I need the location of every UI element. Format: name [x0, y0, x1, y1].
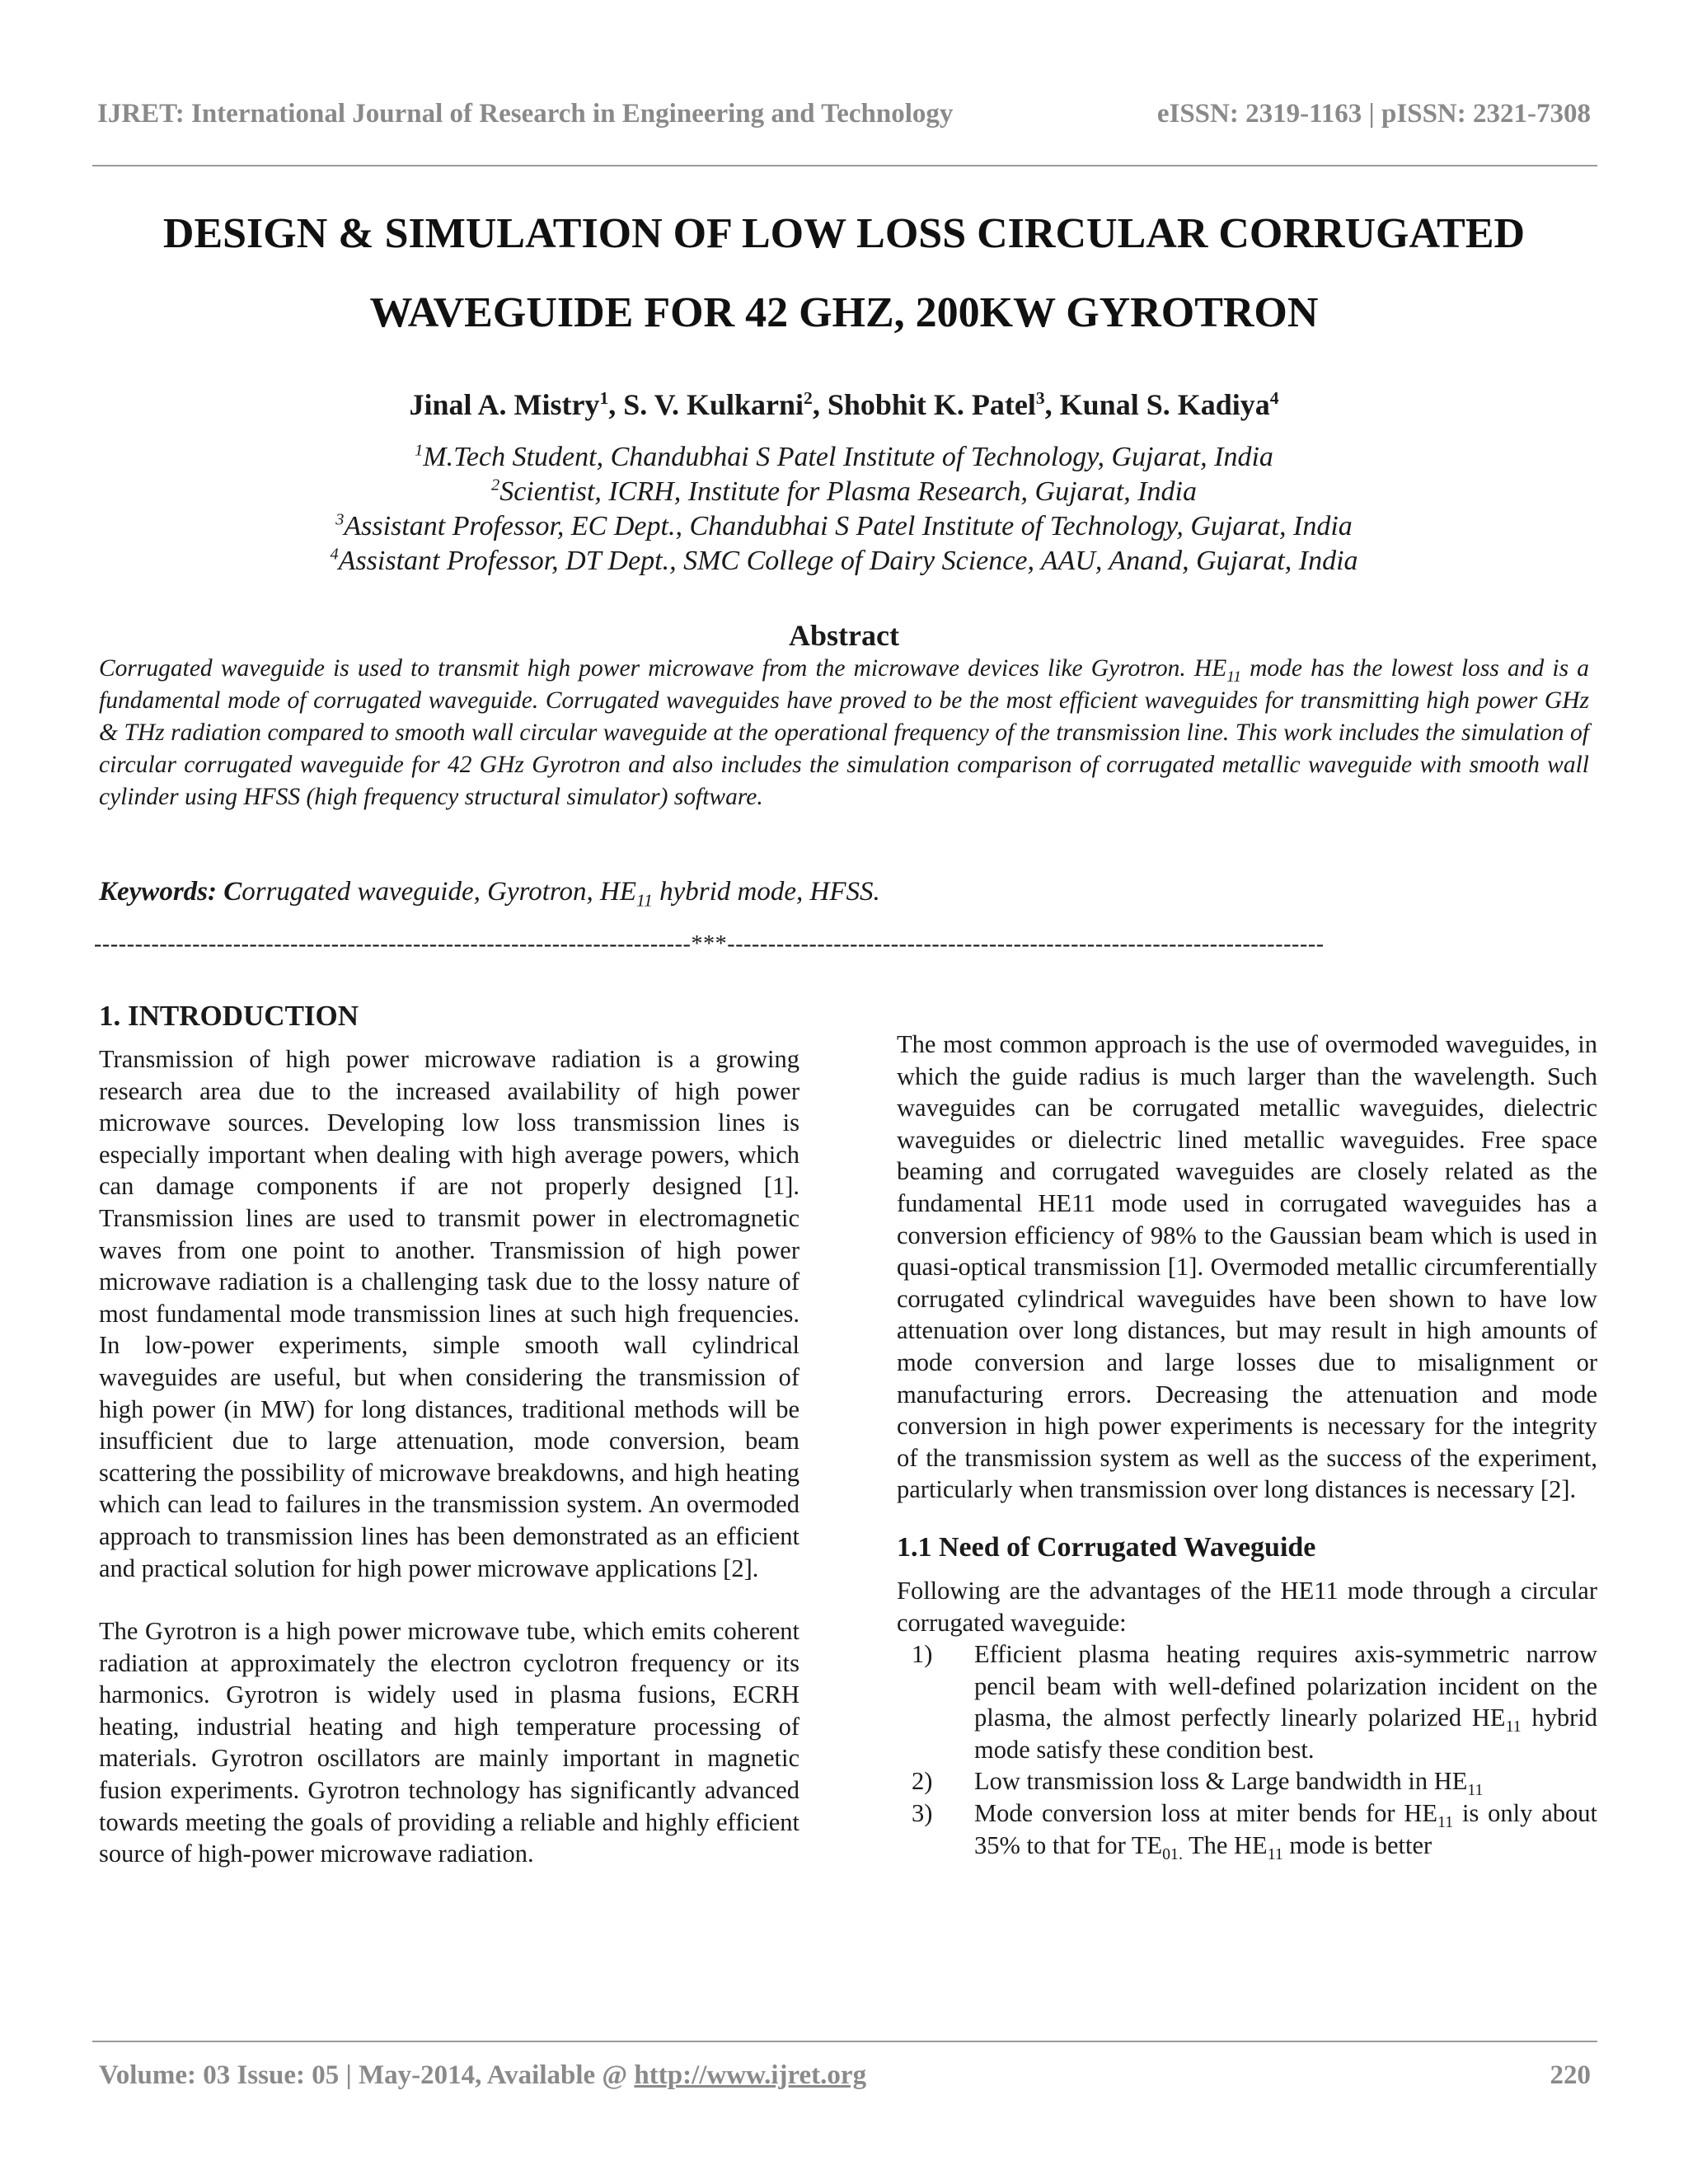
affiliation [99, 440, 1589, 475]
author-name: Jinal A. Mistry [409, 388, 600, 421]
running-footer [99, 2060, 1591, 2102]
abstract-body [99, 653, 1589, 813]
list-text: Efficient plasma heating requires axis-symmetric narrow pencil beam with well-defined polarization incident on the plasma, the almost perfectly linearly polarized HE [974, 1640, 1597, 1732]
section-heading-introduction: 1. INTRODUCTION [99, 1000, 359, 1032]
affiliation [99, 544, 1589, 579]
author-separator: , [812, 388, 828, 421]
affiliation-list [99, 440, 1589, 579]
affiliation-text: Scientist, ICRH, Institute for Plasma Research, Gujarat, India [499, 476, 1198, 507]
author-separator: , [1044, 388, 1060, 421]
footer-rule [92, 2041, 1597, 2042]
author-list [99, 384, 1589, 425]
abstract-text: mode has the lowest loss and is a fundamental mode of corrugated waveguide. Corrugated waveguides have proved to be the most efficient waveguides for transmitting high power GHz & THz radiation compared to smooth wall circular waveguide at the operational frequency of the transmission line. This work includes the simulation of circular corrugated waveguide for 42 GHz Gyrotron and also includes the simulation comparison of corrugated metallic waveguide with smooth wall cylinder using HFSS (high frequency structural simulator) software. [99, 655, 1589, 810]
affiliation-mark: 4 [330, 545, 339, 564]
left-column [99, 996, 799, 1870]
list-number: 3) [912, 1799, 933, 1828]
paragraph: Following are the advantages of the HE11 mode through a circular corrugated waveguide: [897, 1576, 1597, 1637]
journal-url-link[interactable]: http://www.ijret.org [634, 2060, 867, 2090]
author-mark: 3 [1035, 388, 1045, 408]
list-text: hybrid mode satisfy these condition best. [974, 1704, 1597, 1764]
subscript: 11 [1226, 668, 1241, 686]
affiliation [99, 509, 1589, 544]
advantages-list [897, 1638, 1597, 1861]
author-mark: 4 [1269, 388, 1279, 408]
volume-text: Volume: 03 Issue: 05 | May-2014, Available @ [99, 2060, 635, 2090]
paragraph: The most common approach is the use of overmoded waveguides, in which the guide radius is much larger than the wavelength. Such waveguides can be corrugated metallic waveguides, dielectric waveguides or dielectric lined metallic waveguides. Free space beaming and corrugated waveguides are closely related as the fundamental HE11 mode used in corrugated waveguides has a conversion efficiency of 98% to the Gaussian beam which is used in quasi-optical transmission [1]. Overmoded metallic circumferentially corrugated cylindrical waveguides have been shown to have low attenuation over long distances, but may result in high amounts of mode conversion and large losses due to misalignment or manufacturing errors. Decreasing the attenuation and mode conversion in high power experiments is necessary for the integrity of the transmission system as well as the success of the experiment, particularly when transmission over long distances is necessary [2]. [897, 1030, 1597, 1504]
subscript: 11 [1505, 1718, 1522, 1736]
list-text: mode is better [1282, 1830, 1432, 1859]
paragraph-gap [99, 1584, 799, 1615]
subscript: 01. [1162, 1844, 1183, 1863]
title-line-2: WAVEGUIDE FOR 42 GHZ, 200KW GYROTRON [369, 289, 1319, 336]
list-text: The HE [1182, 1830, 1268, 1859]
author-name: Kunal S. Kadiya [1059, 388, 1270, 421]
affiliation-mark: 3 [335, 510, 345, 529]
header-rule [92, 165, 1597, 166]
subscript: 11 [1267, 1844, 1283, 1863]
affiliation-text: Assistant Professor, DT Dept., SMC College of Dairy Science, AAU, Anand, Gujarat, India [338, 546, 1358, 576]
affiliation [99, 475, 1589, 509]
paragraph: Transmission of high power microwave radiation is a growing research area due to the increased availability of high power microwave sources. Developing low loss transmission lines is especially important when dealing with high average powers, which can damage components if are not properly designed [1]. Transmission lines are used to transmit power in electromagnetic waves from one point to another. Transmission of high power microwave radiation is a challenging task due to the lossy nature of most fundamental mode transmission lines at such high frequencies. In low-power experiments, simple smooth wall cylindrical waveguides are useful, but when considering the transmission of high power (in MW) for long distances, traditional methods will be insufficient due to large attenuation, mode conversion, beam scattering the possibility of microwave breakdowns, and high heating which can lead to failures in the transmission system. An overmoded approach to transmission lines has been demonstrated as an efficient and practical solution for high power microwave applications [2]. [99, 1045, 799, 1582]
subscript: 11 [1437, 1813, 1454, 1832]
author-mark: 1 [599, 388, 609, 408]
author-name: Shobhit K. Patel [827, 388, 1036, 421]
affiliation-mark: 2 [490, 476, 500, 494]
list-item [897, 1797, 1597, 1861]
list-text: Mode conversion loss at miter bends for HE [974, 1799, 1438, 1828]
author-separator: , [608, 388, 624, 421]
subscript: 11 [1467, 1781, 1484, 1800]
affiliation-text: M.Tech Student, Chandubhai S Patel Institute of Technology, Gujarat, India [423, 442, 1273, 472]
list-text: Low transmission loss & Large bandwidth in HE [974, 1767, 1468, 1796]
list-number: 1) [912, 1640, 933, 1669]
subscript: 11 [636, 890, 653, 911]
volume-info [99, 2060, 866, 2091]
author-mark: 2 [804, 388, 813, 408]
section-heading-need: 1.1 Need of Corrugated Waveguide [897, 1531, 1316, 1563]
abstract-heading: Abstract [789, 619, 899, 652]
affiliation-mark: 1 [415, 441, 424, 460]
list-number: 2) [912, 1767, 933, 1796]
keywords-text: hybrid mode, HFSS. [652, 877, 880, 907]
list-item [897, 1765, 1597, 1800]
issn-info: eISSN: 2319-1163 | pISSN: 2321-7308 [1156, 99, 1591, 129]
abstract-text: Corrugated waveguide is used to transmit high power microwave from the microwave devices like Gyrotron. HE [99, 655, 1227, 682]
page-number: 220 [1550, 2060, 1591, 2090]
keywords-label: Keywords: C [99, 877, 242, 907]
list-text: is only about 35% to that for TE [974, 1799, 1597, 1859]
affiliation-text: Assistant Professor, EC Dept., Chandubhai S Patel Institute of Technology, Gujarat, India [344, 511, 1353, 541]
paragraph: The Gyrotron is a high power microwave tube, which emits coherent radiation at approximately the electron cyclotron frequency or its harmonics. Gyrotron is widely used in plasma fusions, ECRH heating, industrial heating and high temperature processing of materials. Gyrotron oscillators are mainly important in magnetic fusion experiments. Gyrotron technology has significantly advanced towards meeting the goals of providing a reliable and highly efficient source of high-power microwave radiation. [99, 1617, 799, 1868]
journal-name: IJRET: International Journal of Research in Engineering and Technology [97, 99, 954, 129]
keywords [99, 874, 1589, 910]
running-header [97, 99, 1591, 140]
list-item [897, 1638, 1597, 1765]
author-name: S. V. Kulkarni [623, 388, 804, 421]
right-column [897, 1029, 1597, 1861]
title-line-1: DESIGN & SIMULATION OF LOW LOSS CIRCULAR CORRUGATED [162, 210, 1526, 257]
paper-title [99, 194, 1589, 353]
keywords-text: orrugated waveguide, Gyrotron, HE [241, 877, 636, 907]
section-separator: -------------------------------------------------------------------------***------------------------------------------------------------------------- [94, 931, 1325, 957]
